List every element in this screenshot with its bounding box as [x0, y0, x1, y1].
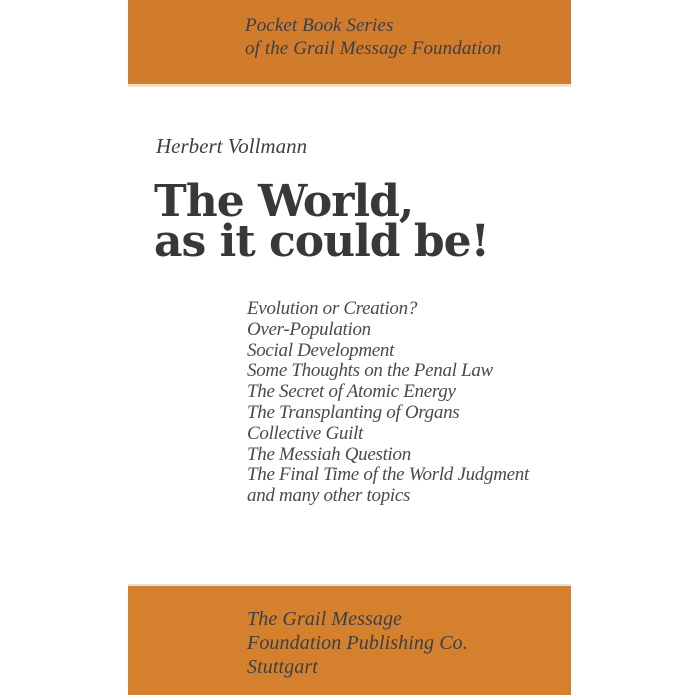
topic-line: and many other topics [247, 485, 411, 507]
title-line-2: as it could be! [154, 216, 489, 267]
publisher-line-1: The Grail Message [247, 608, 403, 630]
publisher-line-3: Stuttgart [247, 656, 318, 678]
title-line-1: The World, [154, 176, 414, 227]
topic-line: Evolution or Creation? [247, 298, 418, 319]
topic-line: Collective Guilt [247, 422, 364, 444]
publisher-text [247, 607, 468, 679]
topic-line: The Messiah Question [247, 443, 411, 465]
series-line-1: Pocket Book Series [245, 15, 394, 36]
publisher-band [128, 586, 571, 695]
topic-line: Social Development [247, 339, 395, 361]
topics-list [247, 299, 529, 507]
topic-line: Over-Population [247, 318, 371, 340]
author-name: Herbert Vollmann [156, 134, 308, 158]
series-band [128, 0, 571, 84]
book-title [154, 176, 489, 267]
topic-line: The Transplanting of Organs [247, 401, 460, 423]
topic-line: The Final Time of the World Judgment [247, 464, 529, 486]
topic-line: Some Thoughts on the Penal Law [247, 360, 493, 382]
series-text [245, 14, 501, 60]
topic-line: The Secret of Atomic Energy [247, 381, 456, 403]
series-line-2: of the Grail Message Foundation [245, 38, 502, 59]
publisher-line-2: Foundation Publishing Co. [247, 632, 468, 654]
